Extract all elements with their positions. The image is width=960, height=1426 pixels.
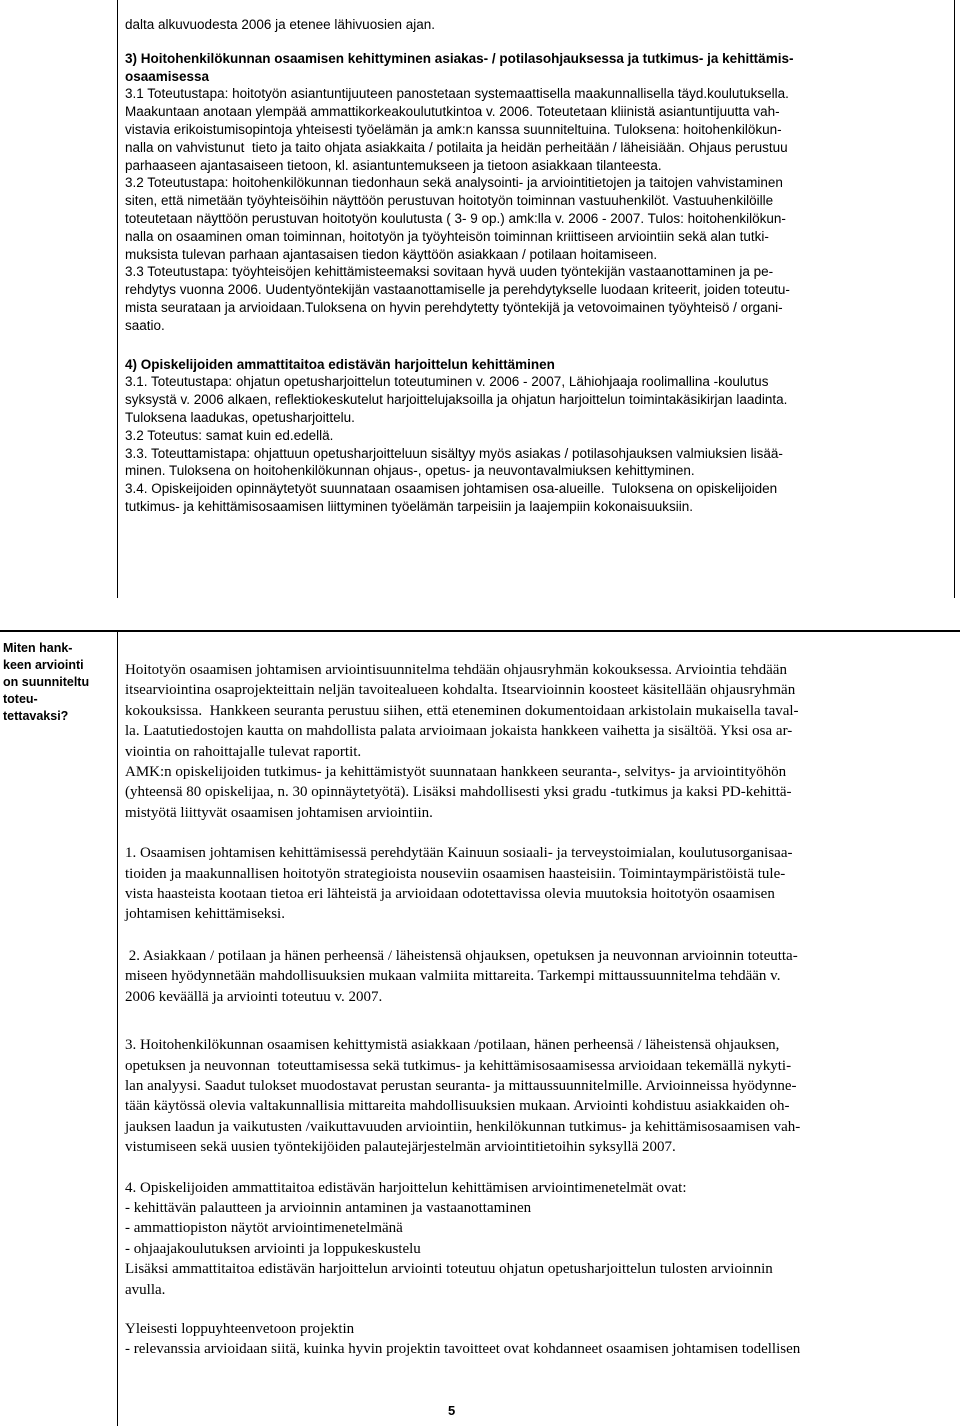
text-line: mista seurataan ja arvioidaan.Tuloksena on hyvin perehdytetty työntekijä ja vetovoimainen työyhteisö / organi- <box>125 299 783 315</box>
text-line: - ohjaajakoulutuksen arviointi ja loppukeskustelu <box>125 1240 421 1257</box>
text-line: 2. Asiakkaan / potilaan ja hänen perheensä / läheistensä ohjauksen, opetuksen ja neuvonnan arvioinnin toteutta- <box>125 947 798 964</box>
text-line: johtamisen kehittämiseksi. <box>125 906 285 923</box>
section-3-body <box>125 85 955 334</box>
text-line: Tuloksena laadukas, opetusharjoittelu. <box>125 409 355 425</box>
text-line: siten, että nimetään työyhteisöihin näyttöön perustuvan hoitotyön toiminnan vastuuhenkilöt. Vastuuhenkilöille <box>125 193 774 209</box>
column-divider <box>117 632 118 1426</box>
text-line: tioiden ja maakunnallisen hoitotyön strategioista nouseviin osaamisen haasteisiin. Toimintaympäristöistä tule- <box>125 865 786 882</box>
text-line: tutkimus- ja kehittämisosaamisen liittyminen työelämän tarpeisiin ja laajempiin kokonaisuuksiin. <box>125 498 694 514</box>
text-line: minen. Tuloksena on hoitohenkilökunnan ohjaus-, opetus- ja neuvontavalmiuksen kehittyminen. <box>125 463 695 479</box>
text-line: avulla. <box>125 1281 166 1298</box>
text-line: AMK:n opiskelijoiden tutkimus- ja kehittämistyöt suunnataan hankkeen seuranta-, selvitys- ja arviointityöhön <box>125 764 787 781</box>
text-line: toteutetaan näyttöön perustuvan hoitotyön koulutusta ( 3- 9 op.) amk:lla v. 2006 - 2007. Tulos: hoitohenkilökun- <box>125 210 786 226</box>
page-number: 5 <box>448 1403 456 1418</box>
evaluation-label <box>3 640 115 725</box>
text-line: Lisäksi ammattitaitoa edistävän harjoittelun arviointi toteutuu ohjatun opetusharjoittelun tulosten arvioinnin <box>125 1261 773 1278</box>
text-line: tään käytössä olevia valtakunnallisia mittareita mahdollisuuksien mukaan. Arviointi kohdistuu asiakkaiden oh- <box>125 1098 790 1115</box>
text-line: keen arviointi <box>3 658 84 672</box>
text-line: Miten hank- <box>3 641 73 655</box>
left-border-top <box>117 0 118 598</box>
text-line: 3.3. Toteuttamistapa: ohjattuun opetusharjoitteluun sisältyy myös asiakas / potilasohjauksen valmiuksien lisää- <box>125 445 783 461</box>
text-line: dalta alkuvuodesta 2006 ja etenee lähivuosien ajan. <box>125 17 435 32</box>
text-line: 2006 keväällä ja arviointi toteutuu v. 2007. <box>125 988 383 1005</box>
evaluation-text <box>125 660 955 1360</box>
text-line: 3.1. Toteutustapa: ohjatun opetusharjoittelun toteutuminen v. 2006 - 2007, Lähiohjaaja roolimallina -koulutus <box>125 374 769 390</box>
evaluation-paragraph-4 <box>125 1035 955 1157</box>
text-line: lan analyysi. Saadut tulokset muodostavat perustan seuranta- ja mittaussuunnitelmille. Arvioinneissa hyödynne- <box>125 1077 797 1094</box>
text-line: vista haasteista kootaan tietoa eri lähteistä ja arvioidaan odotettavissa olevia muutoksia hoitotyön osaamisen <box>125 886 775 903</box>
section-divider <box>0 630 960 632</box>
text-line: vistavia erikoistumisopintoja yhteisesti työelämän ja amk:n kanssa suunniteltuina. Tuloksena: hoitohenkilökun- <box>125 121 782 137</box>
evaluation-paragraph-3 <box>125 946 955 1007</box>
text-line: Maakuntaan anotaan ylempää ammattikorkeakoulututkintoa v. 2006. Toteutetaan kliinistä asiantuntijuutta vah- <box>125 104 780 120</box>
text-line: on suunniteltu <box>3 675 90 689</box>
text-line: 3) Hoitohenkilökunnan osaamisen kehittyminen asiakas- / potilasohjauksessa ja tutkimus- ja kehittämis- <box>125 50 794 66</box>
text-line: opetuksen ja neuvonnan toteuttamisessa sekä tutkimus- ja kehittämisosaamisessa arvioidaan tekemällä nykyti- <box>125 1057 792 1074</box>
heading-4: 4) Opiskelijoiden ammattitaitoa edistävän harjoittelun kehittäminen <box>125 356 555 372</box>
text-line: 3.2 Toteutus: samat kuin ed.edellä. <box>125 427 334 443</box>
text-line: 4. Opiskelijoiden ammattitaitoa edistävän harjoittelun kehittämisen arviointimenetelmät ovat: <box>125 1179 687 1196</box>
text-line: viointia on rahoittajalle tulevat raportit. <box>125 743 362 760</box>
evaluation-paragraph-1 <box>125 660 955 823</box>
text-line: la. Laatutiedostojen kautta on mahdollista palata arvioimaan jokaista hankkeen vaihetta ja sisältöä. Yksi osa ar- <box>125 723 793 740</box>
text-line: osaamisessa <box>125 68 210 84</box>
text-line: syksystä v. 2006 alkaen, reflektiokeskutelut harjoittelujaksoilla ja ohjatun harjoittelun toimintakäsikirjan laadinta. <box>125 392 788 408</box>
text-line: nalla on osaaminen oman toiminnan, hoitotyön ja työyhteisön toiminnan kriittiseen arviointiin sekä alan tutki- <box>125 228 769 244</box>
evaluation-paragraph-5 <box>125 1178 955 1300</box>
text-line: mistyötä liittyvät osaamisen johtamisen arviointiin. <box>125 804 433 821</box>
text-line: muksista tulevan parhaan ajantasaisen tiedon käyttöön asiakkaan / potilaan hoitamiseen. <box>125 246 658 262</box>
evaluation-paragraph-6 <box>125 1319 955 1360</box>
text-line: 3. Hoitohenkilökunnan osaamisen kehittymistä asiakkaan /potilaan, hänen perheensä / läheistensä ohjauksen, <box>125 1037 780 1054</box>
heading-3 <box>125 50 955 86</box>
text-line: - kehittävän palautteen ja arvioinnin antaminen ja vastaanottaminen <box>125 1199 532 1216</box>
text-line: itsearviointina osaprojekteittain neljän tavoitealueen kohdalta. Itsearvioinnin koosteet käsitellään ohjausryhmän <box>125 682 796 699</box>
top-section <box>125 16 955 516</box>
text-line: Yleisesti loppuyhteenvetoon projektin <box>125 1320 355 1337</box>
text-line: kokouksissa. Hankkeen seuranta perustuu siihen, että eteneminen dokumentoidaan arkistolain mukaisella taval- <box>125 702 799 719</box>
text-line: 3.1 Toteutustapa: hoitotyön asiantuntijuuteen panostetaan systemaattisella maakunnallisella täyd.koulutuksella. <box>125 86 789 102</box>
text-line: Hoitotyön osaamisen johtamisen arviointisuunnitelma tehdään ohjausryhmän kokouksessa. Arviointia tehdään <box>125 662 787 678</box>
text-line: rehdytys vuonna 2006. Uudentyöntekijän vastaanottamiselle ja perehdytykselle luodaan kriteerit, joiden toteutu- <box>125 282 790 298</box>
text-line: miseen hyödynnetään mahdollisuuksien mukaan valmiita mittareita. Tarkempi mittaussuunnitelma tehdään v. <box>125 968 781 985</box>
text-line: - relevanssia arvioidaan siitä, kuinka hyvin projektin tavoitteet ovat kohdanneet osaamisen johtamisen todellisen <box>125 1341 801 1358</box>
text-line: vistumiseen sekä uusien työntekijöiden palautejärjestelmän arviointitietoihin syksyllä 2007. <box>125 1139 676 1156</box>
text-line: 3.4. Opiskeijoiden opinnäytetyöt suunnataan osaamisen johtamisen osa-alueille. Tuloksena on opiskelijoiden <box>125 481 778 497</box>
text-line: 3.3 Toteutustapa: työyhteisöjen kehittämisteemaksi sovitaan hyvä uuden työntekijän vastaanottaminen ja pe- <box>125 264 774 280</box>
text-line: toteu- <box>3 692 38 706</box>
evaluation-paragraph-2 <box>125 843 955 925</box>
text-line: tettavaksi? <box>3 709 69 723</box>
text-line: parhaaseen ajantasaiseen tietoon, kl. asiantuntemukseen ja tietoon asiakkaan tilanteesta. <box>125 157 662 173</box>
text-line: - ammattiopiston näytöt arviointimenetelmänä <box>125 1220 403 1237</box>
intro-lines <box>125 16 955 34</box>
text-line: nalla on vahvistunut tieto ja taito ohjata asiakkaita / potilaita ja heidän perheitään / läheisiään. Ohjaus perustuu <box>125 139 788 155</box>
section-4-body <box>125 373 955 515</box>
text-line: jauksen laadun ja vaikutusten /vaikuttavuuden arviointiin, henkilökunnan tutkimus- ja kehittämisosaamisen vah- <box>125 1118 801 1135</box>
text-line: 3.2 Toteutustapa: hoitohenkilökunnan tiedonhaun sekä analysointi- ja arviointitietojen ja taitojen vahvistaminen <box>125 175 783 191</box>
text-line: saatio. <box>125 317 165 333</box>
text-line: 1. Osaamisen johtamisen kehittämisessä perehdytään Kainuun sosiaali- ja terveystoimialan, koulutusorganisaa- <box>125 845 793 862</box>
text-line: (yhteensä 80 opiskelijaa, n. 30 opinnäytetyötä). Lisäksi mahdollisesti yksi gradu -tutkimus ja kaksi PD-kehittä- <box>125 784 792 801</box>
